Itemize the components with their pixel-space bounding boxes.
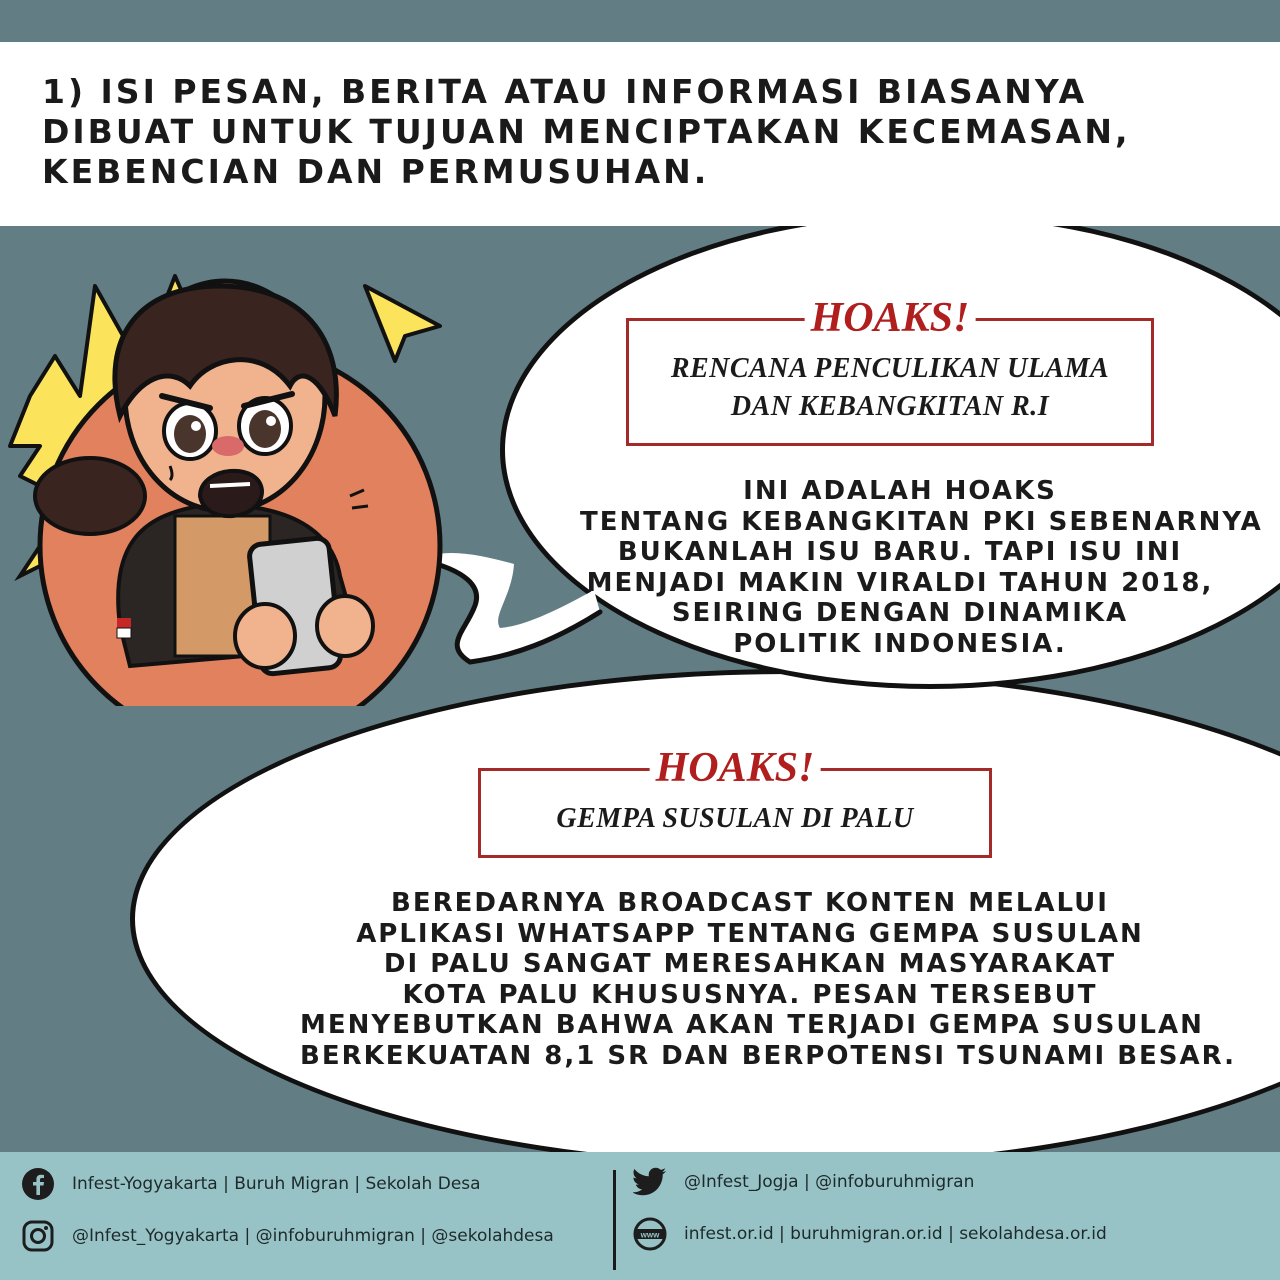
hoax-label: HOAKS! [805,293,976,343]
footer-website[interactable] [632,1216,1107,1252]
top-strip [0,0,1280,42]
instagram-icon [20,1218,56,1254]
description-line: MENJADI MAKIN VIRALDI TAHUN 2018, [586,567,1214,598]
footer-instagram[interactable] [20,1218,554,1254]
header [0,42,1280,226]
hoax-title: DAN KEBANGKITAN R.I [730,391,1050,422]
website-links: infest.or.id | buruhmigran.or.id | sekolahdesa.or.id [684,1224,1107,1244]
hoax-box-2 [478,745,992,858]
header-line: KEBENCIAN DAN PERMUSUHAN. [42,152,710,191]
hoax-title: RENCANA PENCULIKAN ULAMA [670,353,1110,384]
description-line: BEREDARNYA BROADCAST KONTEN MELALUI [391,888,1109,918]
hoax-2-description [300,888,1237,1071]
header-line: 1) ISI PESAN, BERITA ATAU INFORMASI BIASANYA [42,72,1088,111]
facebook-icon [20,1166,56,1202]
description-line: SEIRING DENGAN DINAMIKA [671,598,1129,628]
globe-www-icon [632,1216,668,1252]
header-line: DIBUAT UNTUK TUJUAN MENCIPTAKAN KECEMASAN, [42,112,1131,151]
facebook-accounts: Infest-Yogyakarta | Buruh Migran | Sekolah Desa [72,1174,481,1194]
footer [0,1152,1280,1280]
footer-divider [613,1170,616,1270]
footer-twitter[interactable] [632,1164,974,1200]
worried-character-illustration [0,246,470,706]
description-line: DI PALU SANGAT MERESAHKAN MASYARAKAT [383,949,1117,979]
www-text: www [640,1230,660,1240]
twitter-icon [632,1164,668,1200]
description-line: INI ADALAH HOAKS [743,476,1057,506]
hoax-label: HOAKS! [650,743,821,793]
hoax-box-1 [626,295,1154,446]
footer-facebook[interactable] [20,1166,481,1202]
comic-panel [0,226,1280,1152]
hoax-title: GEMPA SUSULAN DI PALU [556,803,914,834]
instagram-accounts: @Infest_Yogyakarta | @infoburuhmigran | @sekolahdesa [72,1226,554,1246]
description-line: APLIKASI WHATSAPP TENTANG GEMPA SUSULAN [356,918,1144,949]
description-line: BUKANLAH ISU BARU. TAPI ISU INI [617,537,1183,567]
description-line: MENYEBUTKAN BAHWA AKAN TERJADI GEMPA SUSULAN [300,1010,1204,1040]
hoax-1-description [580,476,1263,659]
description-line: KOTA PALU KHUSUSNYA. PESAN TERSEBUT [402,979,1098,1010]
description-line: TENTANG KEBANGKITAN PKI SEBENARNYA [580,506,1263,537]
description-line: POLITIK INDONESIA. [733,628,1067,659]
description-line: BERKEKUATAN 8,1 SR DAN BERPOTENSI TSUNAMI BESAR. [300,1040,1237,1071]
twitter-accounts: @Infest_Jogja | @infoburuhmigran [684,1172,975,1192]
